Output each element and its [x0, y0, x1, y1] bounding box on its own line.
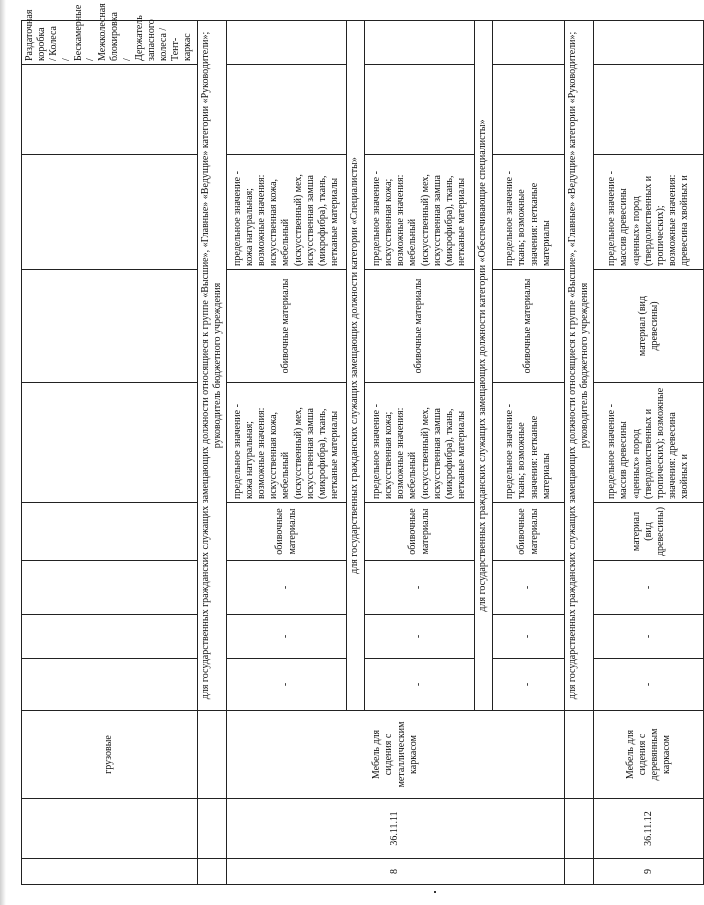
cell-empty [22, 503, 198, 561]
scan-speck [434, 891, 436, 893]
characteristic-value-approved: предельное значение - массив древесины «ценных» пород (твердолиственных и тропических); возможные значения: древесина хвойных и [594, 155, 704, 270]
characteristic-value: предельное значение - ткань; возможные значения: нетканые материалы [493, 383, 565, 503]
characteristic-value: предельное значение - искусственная кожа; возможные значения: мебельный (искусственный) мех, искусственная замша (микрофибра), ткань, нетканые материалы [365, 383, 475, 503]
rotated-table-wrapper [21, 3, 691, 885]
cell-empty [594, 65, 704, 155]
table-row-8 [227, 21, 347, 885]
characteristic-name: обивочные материалы [365, 503, 475, 561]
row-number: 9 [594, 859, 704, 885]
cell-empty [565, 711, 594, 799]
item-name: Мебель для сидения с металлическим каркасом [227, 711, 565, 799]
cell-vehicle-type: грузовые [22, 711, 198, 799]
characteristic-name: обивочные материалы [493, 503, 565, 561]
cell-empty [22, 65, 198, 155]
price-limit: - [493, 561, 565, 615]
okpd-code: 36.11.12 [594, 799, 704, 859]
cell-empty [365, 65, 475, 155]
section-header: для государственных гражданских служащих замещающих должности категории «Обеспечивающие специалисты» [475, 21, 493, 711]
unit-name: - [594, 615, 704, 659]
cell-empty [197, 859, 226, 885]
characteristic-value: предельное значение - кожа натуральная; возможные значения: искусственная кожа, мебельный (искусственный) мех, искусственная замша (микрофибра), ткань, нетканые материалы [227, 383, 347, 503]
cell-empty [22, 859, 198, 885]
unit-name: - [365, 615, 475, 659]
unit-code: - [227, 659, 347, 711]
cell-empty [22, 659, 198, 711]
section-header-row [565, 21, 594, 885]
characteristic-value-approved: предельное значение - искусственная кожа; возможные значения: мебельный (искусственный) мех, искусственная замша (микрофибра), ткань, нетканые материалы [365, 155, 475, 270]
price-limit: - [594, 561, 704, 615]
section-header-row [197, 21, 226, 885]
cell-empty [493, 65, 565, 155]
cell-empty [197, 711, 226, 799]
cell-empty [22, 615, 198, 659]
cell-empty [22, 799, 198, 859]
unit-code: - [594, 659, 704, 711]
okpd-code: 36.11.11 [227, 799, 565, 859]
row-number: 8 [227, 859, 565, 885]
item-name: Мебель для сидения с деревянным каркасом [594, 711, 704, 799]
price-limit: - [227, 561, 347, 615]
characteristic-value: предельное значение - массив древесины «ценных» пород (твердолиственных и тропических); возможные значения: древесина хвойных и [594, 383, 704, 503]
table-row-top [22, 21, 198, 885]
cell-empty [227, 21, 347, 65]
cell-empty [493, 21, 565, 65]
table-row-9 [594, 21, 704, 885]
cell-vehicle-options: Раздаточная коробка / Колеса / Бескамерные / Межколесная блокировка / Держатель запасного колеса / Тент-каркас [22, 21, 198, 65]
cell-empty [22, 561, 198, 615]
characteristic-value-approved: предельное значение - кожа натуральная; возможные значения: искусственная кожа, мебельный (искусственный) мех, искусственная замша (микрофибра), ткань, нетканые материалы [227, 155, 347, 270]
characteristic-value-approved: предельное значение - ткань; возможные значения: нетканые материалы [493, 155, 565, 270]
characteristic-name: обивочные материалы [227, 503, 347, 561]
scan-edge-shadow [0, 0, 6, 905]
section-header: для государственных гражданских служащих замещающих должности относящиеся к группе «Высшие», «Главные» «Ведущие» категории «Руководители»; руководитель бюджетного учреждения [565, 21, 594, 711]
cell-empty [22, 270, 198, 383]
section-header: для государственных гражданских служащих замещающих должности относящиеся к группе «Высшие», «Главные» «Ведущие» категории «Руководители»; руководитель бюджетного учреждения [197, 21, 226, 711]
characteristic-name-approved: материал (вид древесины) [594, 270, 704, 383]
cell-empty [22, 155, 198, 270]
cell-empty [22, 383, 198, 503]
section-header: для государственных гражданских служащих замещающих должности категории «Специалисты» [347, 21, 365, 711]
cell-empty [565, 859, 594, 885]
unit-name: - [227, 615, 347, 659]
unit-code: - [493, 659, 565, 711]
requirements-table [21, 3, 704, 885]
cell-empty [197, 799, 226, 859]
characteristic-name-approved: обивочные материалы [227, 270, 347, 383]
characteristic-name-approved: обивочные материалы [365, 270, 475, 383]
unit-code: - [365, 659, 475, 711]
unit-name: - [493, 615, 565, 659]
cell-empty [227, 65, 347, 155]
price-limit: - [365, 561, 475, 615]
characteristic-name-approved: обивочные материалы [493, 270, 565, 383]
cell-empty [365, 21, 475, 65]
characteristic-name: материал (вид древесины) [594, 503, 704, 561]
cell-empty [565, 799, 594, 859]
cell-empty [594, 21, 704, 65]
